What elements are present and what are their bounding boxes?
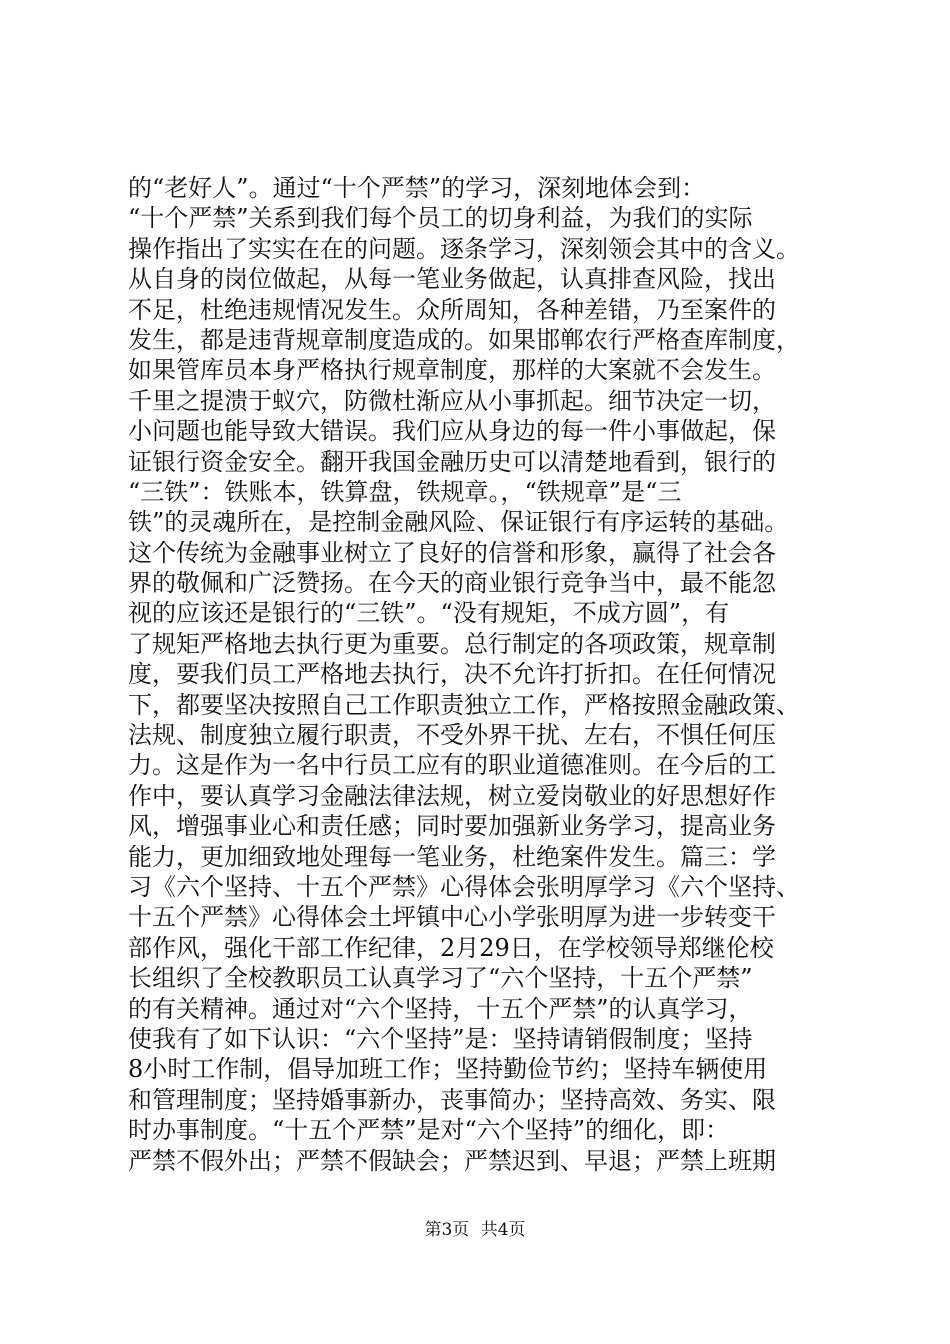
text-line: 部作风，强化干部工作纪律，2月29日，在学校领导郑继伦校: [128, 933, 774, 962]
text-line: 千里之提溃于蚁穴，防微杜渐应从小事抓起。细节决定一切，: [128, 386, 776, 415]
text-line: 小问题也能导致大错误。我们应从身边的每一件小事做起，保: [128, 417, 776, 446]
text-line: 证银行资金安全。翻开我国金融历史可以清楚地看到，银行的: [128, 447, 776, 476]
text-line: 不足，杜绝违规情况发生。众所周知，各种差错，乃至案件的: [128, 295, 776, 324]
text-line: 下，都要坚决按照自己工作职责独立工作，严格按照金融政策、: [128, 690, 800, 719]
body-text: [128, 173, 828, 1176]
text-line: 风，增强事业心和责任感；同时要加强新业务学习，提高业务: [128, 812, 776, 841]
text-line: 8小时工作制，倡导加班工作；坚持勤俭节约；坚持车辆使用: [128, 1055, 768, 1084]
text-line: “三铁”：铁账本，铁算盘，铁规章。，“铁规章”是“三: [128, 477, 682, 506]
text-line: “十个严禁”关系到我们每个员工的切身利益，为我们的实际: [128, 204, 753, 233]
text-line: 作中，要认真学习金融法律法规，树立爱岗敬业的好思想好作: [128, 781, 776, 810]
text-line: 长组织了全校教职员工认真学习了“六个坚持，十五个严禁”: [128, 964, 753, 993]
text-line: 和管理制度；坚持婚事新办，丧事简办；坚持高效、务实、限: [128, 1085, 776, 1114]
text-line: 操作指出了实实在在的问题。逐条学习，深刻领会其中的含义。: [128, 234, 800, 263]
page-number: 第3页: [424, 1220, 470, 1240]
text-line: 界的敬佩和广泛赞扬。在今天的商业银行竞争当中，最不能忽: [128, 569, 776, 598]
text-line: 的有关精神。通过对“六个坚持，十五个严禁”的认真学习，: [128, 994, 753, 1023]
text-line: 法规、制度独立履行职责，不受外界干扰、左右，不惧任何压: [128, 721, 776, 750]
text-line: 这个传统为金融事业树立了良好的信誉和形象，赢得了社会各: [128, 538, 776, 567]
text-line: 发生，都是违背规章制度造成的。如果邯郸农行严格查库制度，: [128, 325, 800, 354]
text-line: 视的应该还是银行的“三铁”。“没有规矩，不成方圆”，有: [128, 599, 730, 628]
text-line: 铁”的灵魂所在，是控制金融风险、保证银行有序运转的基础。: [128, 508, 789, 537]
text-line: 度，要我们员工严格地去执行，决不允许打折扣。在任何情况: [128, 660, 776, 689]
text-line: 时办事制度。“十五个严禁”是对“六个坚持”的细化，即：: [128, 1116, 730, 1145]
text-line: 能力，更加细致地处理每一笔业务，杜绝案件发生。篇三：学: [128, 842, 776, 871]
page-footer: [0, 1219, 950, 1241]
text-line: 了规矩严格地去执行更为重要。总行制定的各项政策，规章制: [128, 629, 776, 658]
text-line: 的“老好人”。通过“十个严禁”的学习，深刻地体会到：: [128, 174, 706, 202]
text-line: 使我有了如下认识：“六个坚持”是：坚持请销假制度；坚持: [128, 1024, 753, 1053]
text-line: 严禁不假外出；严禁不假缺会；严禁迟到、早退；严禁上班期: [128, 1146, 776, 1175]
text-line: 如果管库员本身严格执行规章制度，那样的大案就不会发生。: [128, 356, 776, 385]
page-total: 共4页: [480, 1220, 526, 1240]
text-line: 从自身的岗位做起，从每一笔业务做起，认真排查风险，找出: [128, 265, 776, 294]
text-line: 习《六个坚持、十五个严禁》心得体会张明厚学习《六个坚持、: [128, 872, 800, 901]
text-line: 力。这是作为一名中行员工应有的职业道德准则。在今后的工: [128, 751, 776, 780]
text-line: 十五个严禁》心得体会土坪镇中心小学张明厚为进一步转变干: [128, 903, 776, 932]
